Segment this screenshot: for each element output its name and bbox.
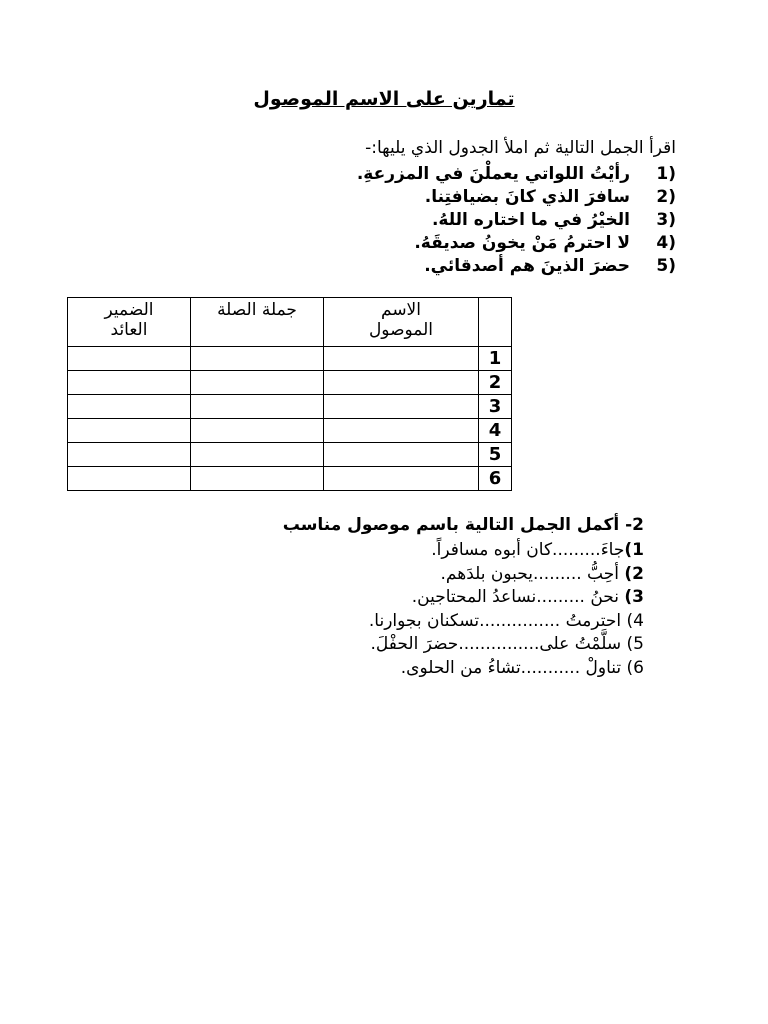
row-number: 2 [479, 371, 512, 395]
table-row [68, 371, 512, 395]
page-title: تمارين على الاسم الموصول [253, 88, 515, 110]
row-number: 5 [479, 443, 512, 467]
answer-cell[interactable] [324, 467, 479, 491]
section2-heading: 2- أكمل الجمل التالية باسم موصول مناسب [282, 515, 644, 535]
sentence-item: 1) رأيْتُ اللواتي يعملْنَ في المزرعةِ. [356, 164, 676, 184]
answer-cell[interactable] [68, 467, 191, 491]
answer-cell[interactable] [324, 395, 479, 419]
header-relative-clause: جملة الصلة [191, 298, 324, 347]
answer-cell[interactable] [68, 443, 191, 467]
analysis-table [67, 297, 512, 491]
answer-cell[interactable] [191, 443, 324, 467]
answer-cell[interactable] [191, 419, 324, 443]
instruction-text: اقرأ الجمل التالية ثم املأ الجدول الذي يليها:- [365, 138, 676, 158]
answer-cell[interactable] [191, 467, 324, 491]
answer-cell[interactable] [191, 395, 324, 419]
table-header-row [68, 298, 512, 347]
table-row [68, 419, 512, 443]
answer-cell[interactable] [68, 347, 191, 371]
answer-cell[interactable] [191, 371, 324, 395]
answer-cell[interactable] [324, 443, 479, 467]
table-row [68, 347, 512, 371]
sentence-list [156, 163, 676, 278]
answer-cell[interactable] [191, 347, 324, 371]
answer-cell[interactable] [324, 347, 479, 371]
header-number [479, 298, 512, 347]
completion-item: 6) تناولْ ...........تشاءُ من الحلوى. [400, 657, 644, 678]
completion-item: 4) احترمتُ ...............تسكنان بجوارنا. [368, 610, 644, 631]
header-relative-noun: الاسم الموصول [324, 298, 479, 347]
answer-cell[interactable] [68, 395, 191, 419]
answer-cell[interactable] [68, 419, 191, 443]
completion-item: 3) نحنُ .........نساعدُ المحتاجين. [411, 587, 644, 607]
table-row [68, 395, 512, 419]
table-row [68, 443, 512, 467]
completion-list [164, 539, 644, 680]
completion-item: 2) أحِبُّ .........يحبون بلدَهم. [440, 563, 644, 584]
header-pronoun: الضمير العائد [68, 298, 191, 347]
sentence-item: 2) سافرَ الذي كانَ بضيافتِنا. [424, 187, 676, 207]
row-number: 3 [479, 395, 512, 419]
answer-cell[interactable] [324, 419, 479, 443]
answer-cell[interactable] [68, 371, 191, 395]
sentence-item: 4) لا احترمُ مَنْ يخونُ صديقَهُ. [414, 233, 676, 253]
sentence-item: 3) الخيْرُ في ما اختاره اللهُ. [431, 210, 676, 230]
row-number: 1 [479, 347, 512, 371]
completion-item: 5) سلَّمْتُ على...............حضرَ الحفْلَ. [370, 634, 644, 654]
table-row [68, 467, 512, 491]
completion-item: 1)جاءَ.........كان أبوه مسافراً. [431, 540, 644, 560]
answer-cell[interactable] [324, 371, 479, 395]
sentence-item: 5) حضرَ الذينَ هم أصدقائي. [424, 256, 676, 276]
row-number: 6 [479, 467, 512, 491]
row-number: 4 [479, 419, 512, 443]
